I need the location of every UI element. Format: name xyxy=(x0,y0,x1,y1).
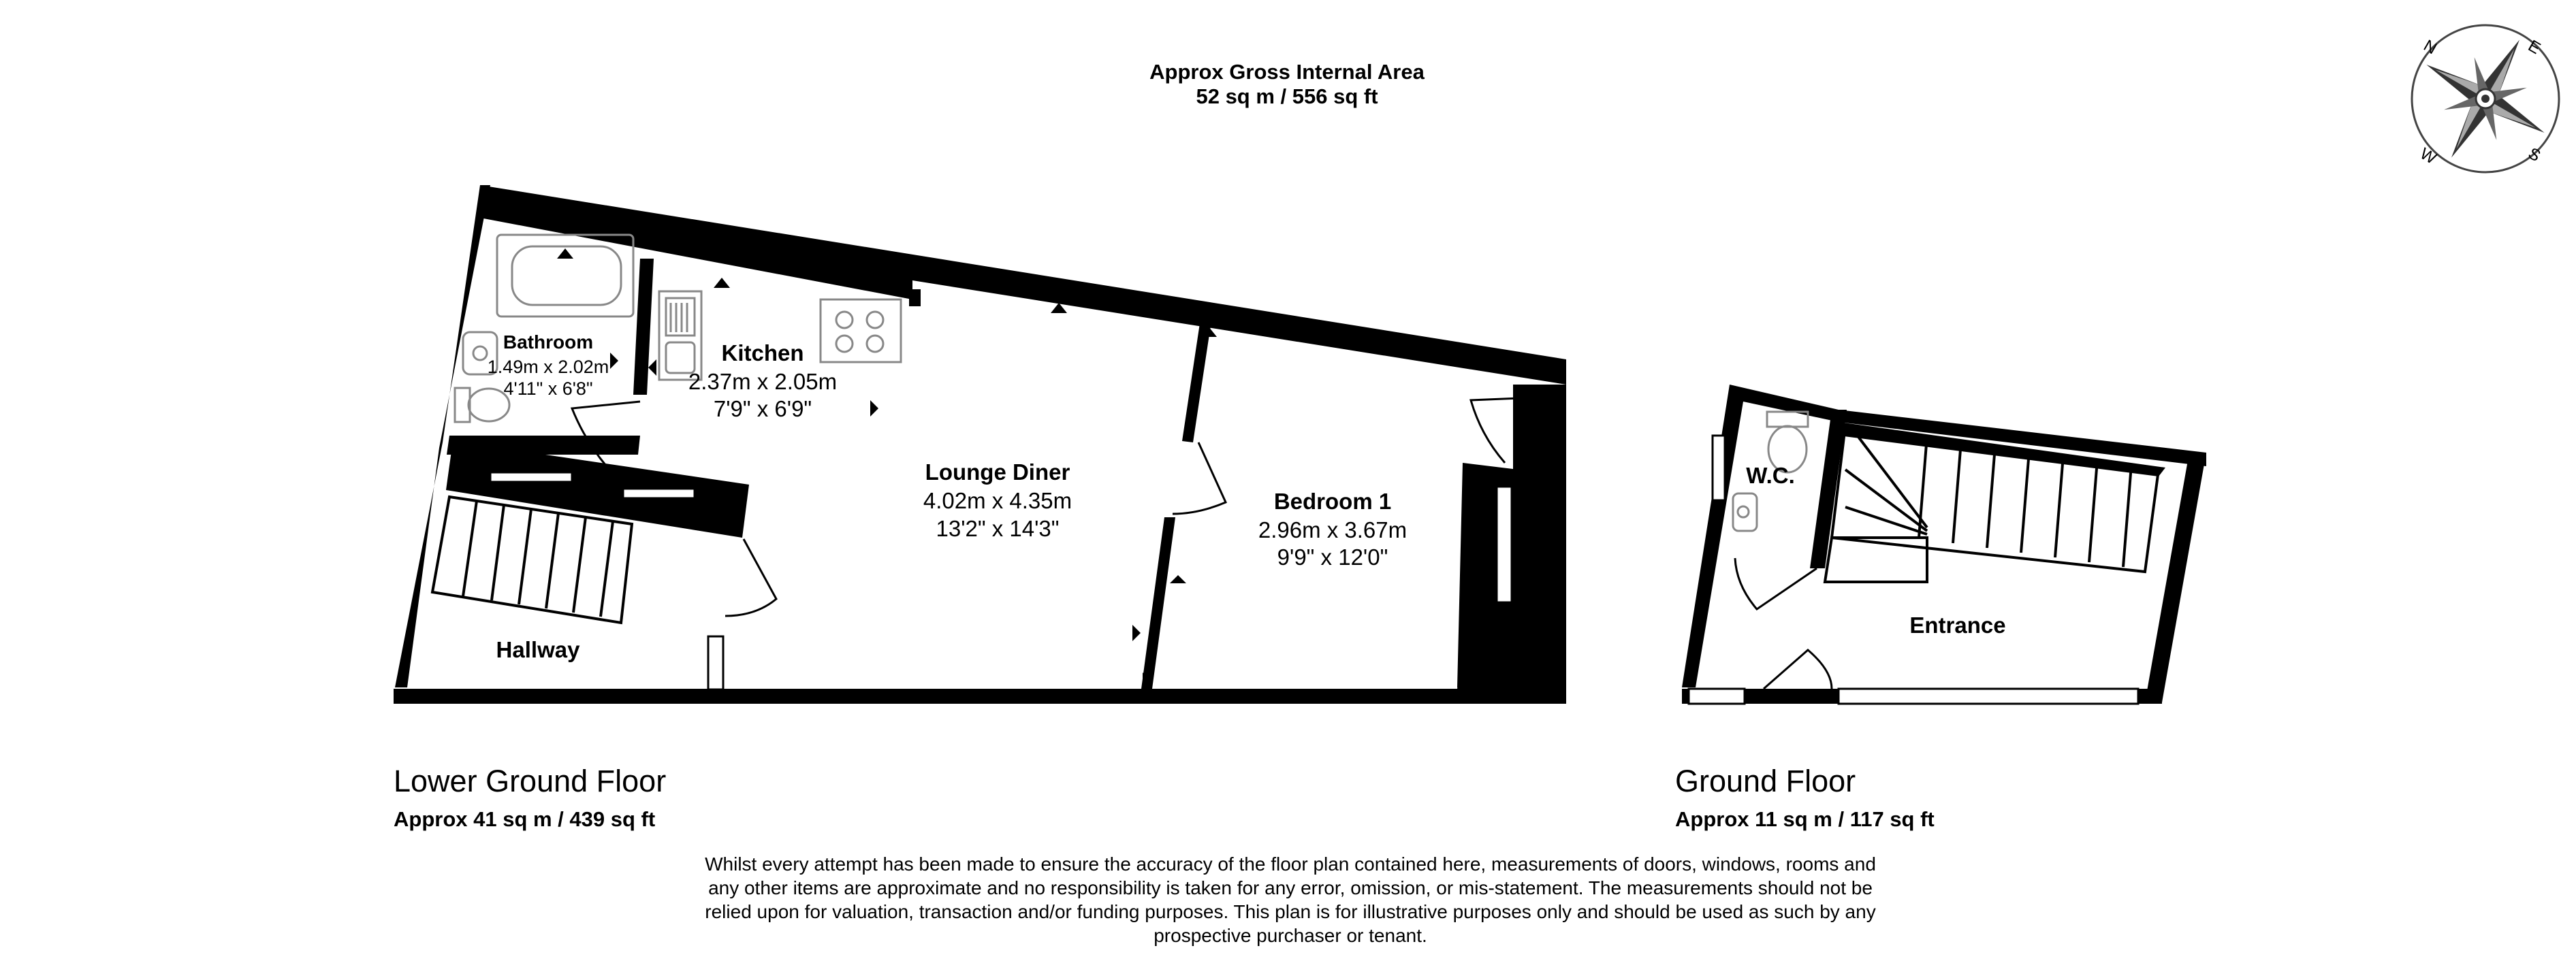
bathroom-metric: 1.49m x 2.02m xyxy=(487,357,609,377)
bathroom-imperial: 4'11" x 6'8" xyxy=(503,378,593,399)
ground-floor-doors xyxy=(1735,558,1832,689)
lower-ground-floor-name: Lower Ground Floor xyxy=(394,764,667,798)
disclaimer-line: prospective purchaser or tenant. xyxy=(1154,925,1427,946)
compass-label-n: N xyxy=(2420,36,2440,59)
room-label-wc: W.C. xyxy=(1746,463,1795,488)
room-label-bedroom xyxy=(1258,489,1407,570)
hallway-stairs xyxy=(432,497,632,623)
gross-area-value: 52 sq m / 556 sq ft xyxy=(1196,84,1378,108)
disclaimer-line: Whilst every attempt has been made to ensure the accuracy of the floor plan contained here, measurements of doors, windows, rooms and xyxy=(705,853,1876,875)
bath-icon xyxy=(497,235,633,316)
lower-ground-floor-plan xyxy=(394,185,1566,704)
room-label-hallway: Hallway xyxy=(496,637,580,662)
kitchen-sink-icon xyxy=(659,291,701,380)
disclaimer-line: any other items are approximate and no responsibility is taken for any error, omission, or mis-statement. The measurements should not be xyxy=(708,877,1873,898)
gross-area-title: Approx Gross Internal Area xyxy=(1149,60,1425,84)
lower-ground-walls xyxy=(394,185,1566,704)
room-label-bathroom xyxy=(488,331,609,399)
kitchen-name: Kitchen xyxy=(721,340,804,365)
ground-floor-walls xyxy=(1682,385,2206,704)
ground-floor-area: Approx 11 sq m / 117 sq ft xyxy=(1675,807,1935,831)
bedroom-metric: 2.96m x 3.67m xyxy=(1258,517,1408,542)
room-label-entrance: Entrance xyxy=(1909,613,2006,638)
compass-rose-icon xyxy=(2392,5,2576,191)
kitchen-imperial: 7'9" x 6'9" xyxy=(713,396,812,421)
toilet-icon xyxy=(455,388,509,422)
bedroom-name: Bedroom 1 xyxy=(1273,489,1392,514)
ground-floor-name: Ground Floor xyxy=(1675,764,1856,798)
bedroom-imperial: 9'9" x 12'0" xyxy=(1277,544,1388,570)
lower-ground-floor-area: Approx 41 sq m / 439 sq ft xyxy=(394,807,656,831)
bathroom-name: Bathroom xyxy=(503,331,594,353)
kitchen-metric: 2.37m x 2.05m xyxy=(688,369,838,394)
compass-label-e: E xyxy=(2525,36,2544,59)
room-label-kitchen xyxy=(688,340,837,421)
ground-floor-plan xyxy=(1682,385,2206,704)
disclaimer-line: relied upon for valuation, transaction and/or funding purposes. This plan is for illustrative purposes only and should be used as such by any xyxy=(705,901,1876,922)
disclaimer xyxy=(674,852,1907,947)
hob-icon xyxy=(821,299,901,362)
lounge-name: Lounge Diner xyxy=(925,459,1070,485)
compass-label-w: W xyxy=(2417,144,2440,168)
lounge-metric: 4.02m x 4.35m xyxy=(923,488,1072,513)
wc-sink-icon xyxy=(1733,493,1757,531)
room-label-lounge xyxy=(923,459,1072,541)
compass-label-s: S xyxy=(2525,144,2544,166)
lounge-imperial: 13'2" x 14'3" xyxy=(936,516,1060,541)
